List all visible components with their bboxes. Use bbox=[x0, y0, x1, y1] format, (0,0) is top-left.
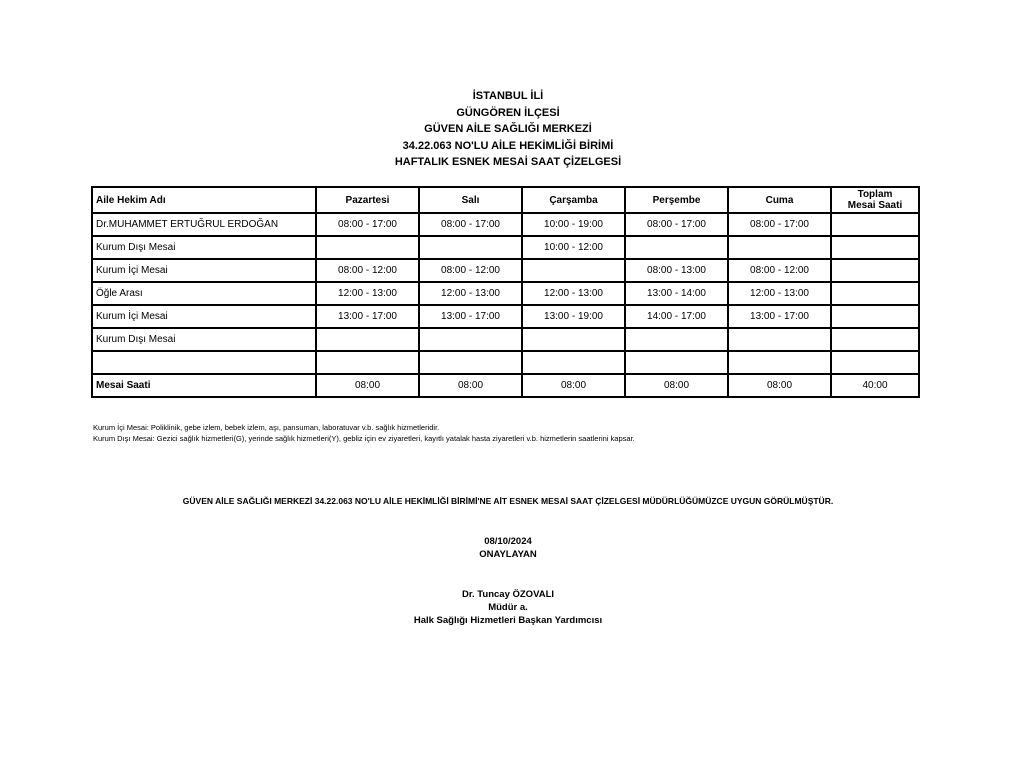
document-header bbox=[0, 88, 1016, 171]
header-cell-thursday: Perşembe bbox=[625, 187, 728, 213]
schedule-table bbox=[91, 186, 920, 398]
approval-statement: GÜVEN AİLE SAĞLIĞI MERKEZİ 34.22.063 NO'LU AİLE HEKİMLİĞİ BİRİMİ'NE AİT ESNEK MESAİ SAAT ÇİZELGESİ MÜDÜRLÜĞÜMÜZCE UYGUN GÖRÜLMÜŞTÜR. bbox=[182, 496, 834, 506]
header-cell-wednesday: Çarşamba bbox=[522, 187, 625, 213]
row-total bbox=[831, 236, 919, 259]
header-total-line2: Mesai Saati bbox=[847, 200, 903, 211]
table-cell bbox=[419, 351, 522, 374]
table-row bbox=[92, 236, 919, 259]
total-hours-row bbox=[92, 374, 919, 397]
total-row-label: Mesai Saati bbox=[92, 374, 316, 397]
table-cell: 14:00 - 17:00 bbox=[625, 305, 728, 328]
table-header-row bbox=[92, 187, 919, 213]
table-row bbox=[92, 351, 919, 374]
table-cell: 12:00 - 13:00 bbox=[316, 282, 419, 305]
signatory-block bbox=[0, 588, 1016, 627]
table-cell bbox=[625, 351, 728, 374]
table-row bbox=[92, 213, 919, 236]
table-cell: 08:00 - 12:00 bbox=[728, 259, 831, 282]
table-cell: 13:00 - 17:00 bbox=[316, 305, 419, 328]
table-cell bbox=[522, 351, 625, 374]
approval-date: 08/10/2024 bbox=[484, 536, 532, 547]
table-row bbox=[92, 259, 919, 282]
row-label: Kurum Dışı Mesai bbox=[92, 236, 316, 259]
table-row bbox=[92, 282, 919, 305]
row-label: Dr.MUHAMMET ERTUĞRUL ERDOĞAN bbox=[92, 213, 316, 236]
table-cell: 08:00 - 17:00 bbox=[316, 213, 419, 236]
header-total-line1: Toplam bbox=[857, 189, 893, 200]
table-cell bbox=[522, 259, 625, 282]
table-cell bbox=[728, 351, 831, 374]
row-total bbox=[831, 213, 919, 236]
total-cell-week: 40:00 bbox=[831, 374, 919, 397]
header-district: GÜNGÖREN İLÇESİ bbox=[456, 106, 560, 119]
table-cell bbox=[419, 236, 522, 259]
total-cell-friday: 08:00 bbox=[728, 374, 831, 397]
table-cell: 12:00 - 13:00 bbox=[419, 282, 522, 305]
row-total bbox=[831, 282, 919, 305]
header-cell-friday: Cuma bbox=[728, 187, 831, 213]
footnotes bbox=[93, 423, 635, 444]
table-cell bbox=[316, 351, 419, 374]
header-cell-total bbox=[831, 187, 919, 213]
total-cell-tuesday: 08:00 bbox=[419, 374, 522, 397]
header-unit: 34.22.063 NO'LU AİLE HEKİMLİĞİ BİRİMİ bbox=[402, 139, 614, 152]
table-cell: 08:00 - 17:00 bbox=[419, 213, 522, 236]
table-cell: 08:00 - 13:00 bbox=[625, 259, 728, 282]
approval-block bbox=[0, 535, 1016, 561]
table-row bbox=[92, 328, 919, 351]
row-label: Kurum İçi Mesai bbox=[92, 305, 316, 328]
row-label: Kurum İçi Mesai bbox=[92, 259, 316, 282]
table-cell: 08:00 - 17:00 bbox=[728, 213, 831, 236]
row-total bbox=[831, 259, 919, 282]
signatory-position: Halk Sağlığı Hizmetleri Başkan Yardımcısı bbox=[413, 615, 603, 626]
total-cell-wednesday: 08:00 bbox=[522, 374, 625, 397]
header-cell-name: Aile Hekim Adı bbox=[92, 187, 316, 213]
table-cell bbox=[728, 236, 831, 259]
row-label: Kurum Dışı Mesai bbox=[92, 328, 316, 351]
row-label: Öğle Arası bbox=[92, 282, 316, 305]
table-row bbox=[92, 305, 919, 328]
table-cell bbox=[316, 328, 419, 351]
table-cell: 13:00 - 19:00 bbox=[522, 305, 625, 328]
row-total bbox=[831, 351, 919, 374]
header-cell-monday: Pazartesi bbox=[316, 187, 419, 213]
table-cell bbox=[728, 328, 831, 351]
table-cell: 12:00 - 13:00 bbox=[522, 282, 625, 305]
table-cell bbox=[625, 236, 728, 259]
signatory-title: Müdür a. bbox=[488, 602, 528, 613]
table-cell: 13:00 - 17:00 bbox=[419, 305, 522, 328]
table-cell: 08:00 - 12:00 bbox=[419, 259, 522, 282]
footnote-internal: Kurum İçi Mesai: Poliklinik, gebe izlem, bebek izlem, aşı, pansuman, laboratuvar v.b. sağlık hizmetleridir. bbox=[93, 423, 440, 432]
row-total bbox=[831, 328, 919, 351]
row-label bbox=[92, 351, 316, 374]
total-cell-thursday: 08:00 bbox=[625, 374, 728, 397]
header-schedule-title: HAFTALIK ESNEK MESAİ SAAT ÇİZELGESİ bbox=[394, 156, 622, 168]
header-health-center: GÜVEN AİLE SAĞLIĞI MERKEZİ bbox=[424, 123, 592, 135]
table-cell bbox=[419, 328, 522, 351]
row-total bbox=[831, 305, 919, 328]
footnote-external: Kurum Dışı Mesai: Gezici sağlık hizmetleri(G), yerinde sağlık hizmetleri(Y), gebliz için ev ziyaretleri, kayıtlı yatalak hasta ziyaretleri v.b. hizmetlerin saatlerini kapsar. bbox=[93, 433, 635, 443]
total-cell-monday: 08:00 bbox=[316, 374, 419, 397]
table-cell bbox=[316, 236, 419, 259]
table-cell: 10:00 - 12:00 bbox=[522, 236, 625, 259]
table-cell: 12:00 - 13:00 bbox=[728, 282, 831, 305]
table-cell: 08:00 - 12:00 bbox=[316, 259, 419, 282]
table-cell: 10:00 - 19:00 bbox=[522, 213, 625, 236]
header-province: İSTANBUL İLİ bbox=[472, 90, 544, 102]
header-cell-tuesday: Salı bbox=[419, 187, 522, 213]
approver-label: ONAYLAYAN bbox=[479, 549, 537, 560]
table-cell bbox=[522, 328, 625, 351]
table-cell: 13:00 - 17:00 bbox=[728, 305, 831, 328]
table-cell: 13:00 - 14:00 bbox=[625, 282, 728, 305]
table-cell: 08:00 - 17:00 bbox=[625, 213, 728, 236]
table-cell bbox=[625, 328, 728, 351]
signatory-name: Dr. Tuncay ÖZOVALI bbox=[461, 589, 555, 600]
